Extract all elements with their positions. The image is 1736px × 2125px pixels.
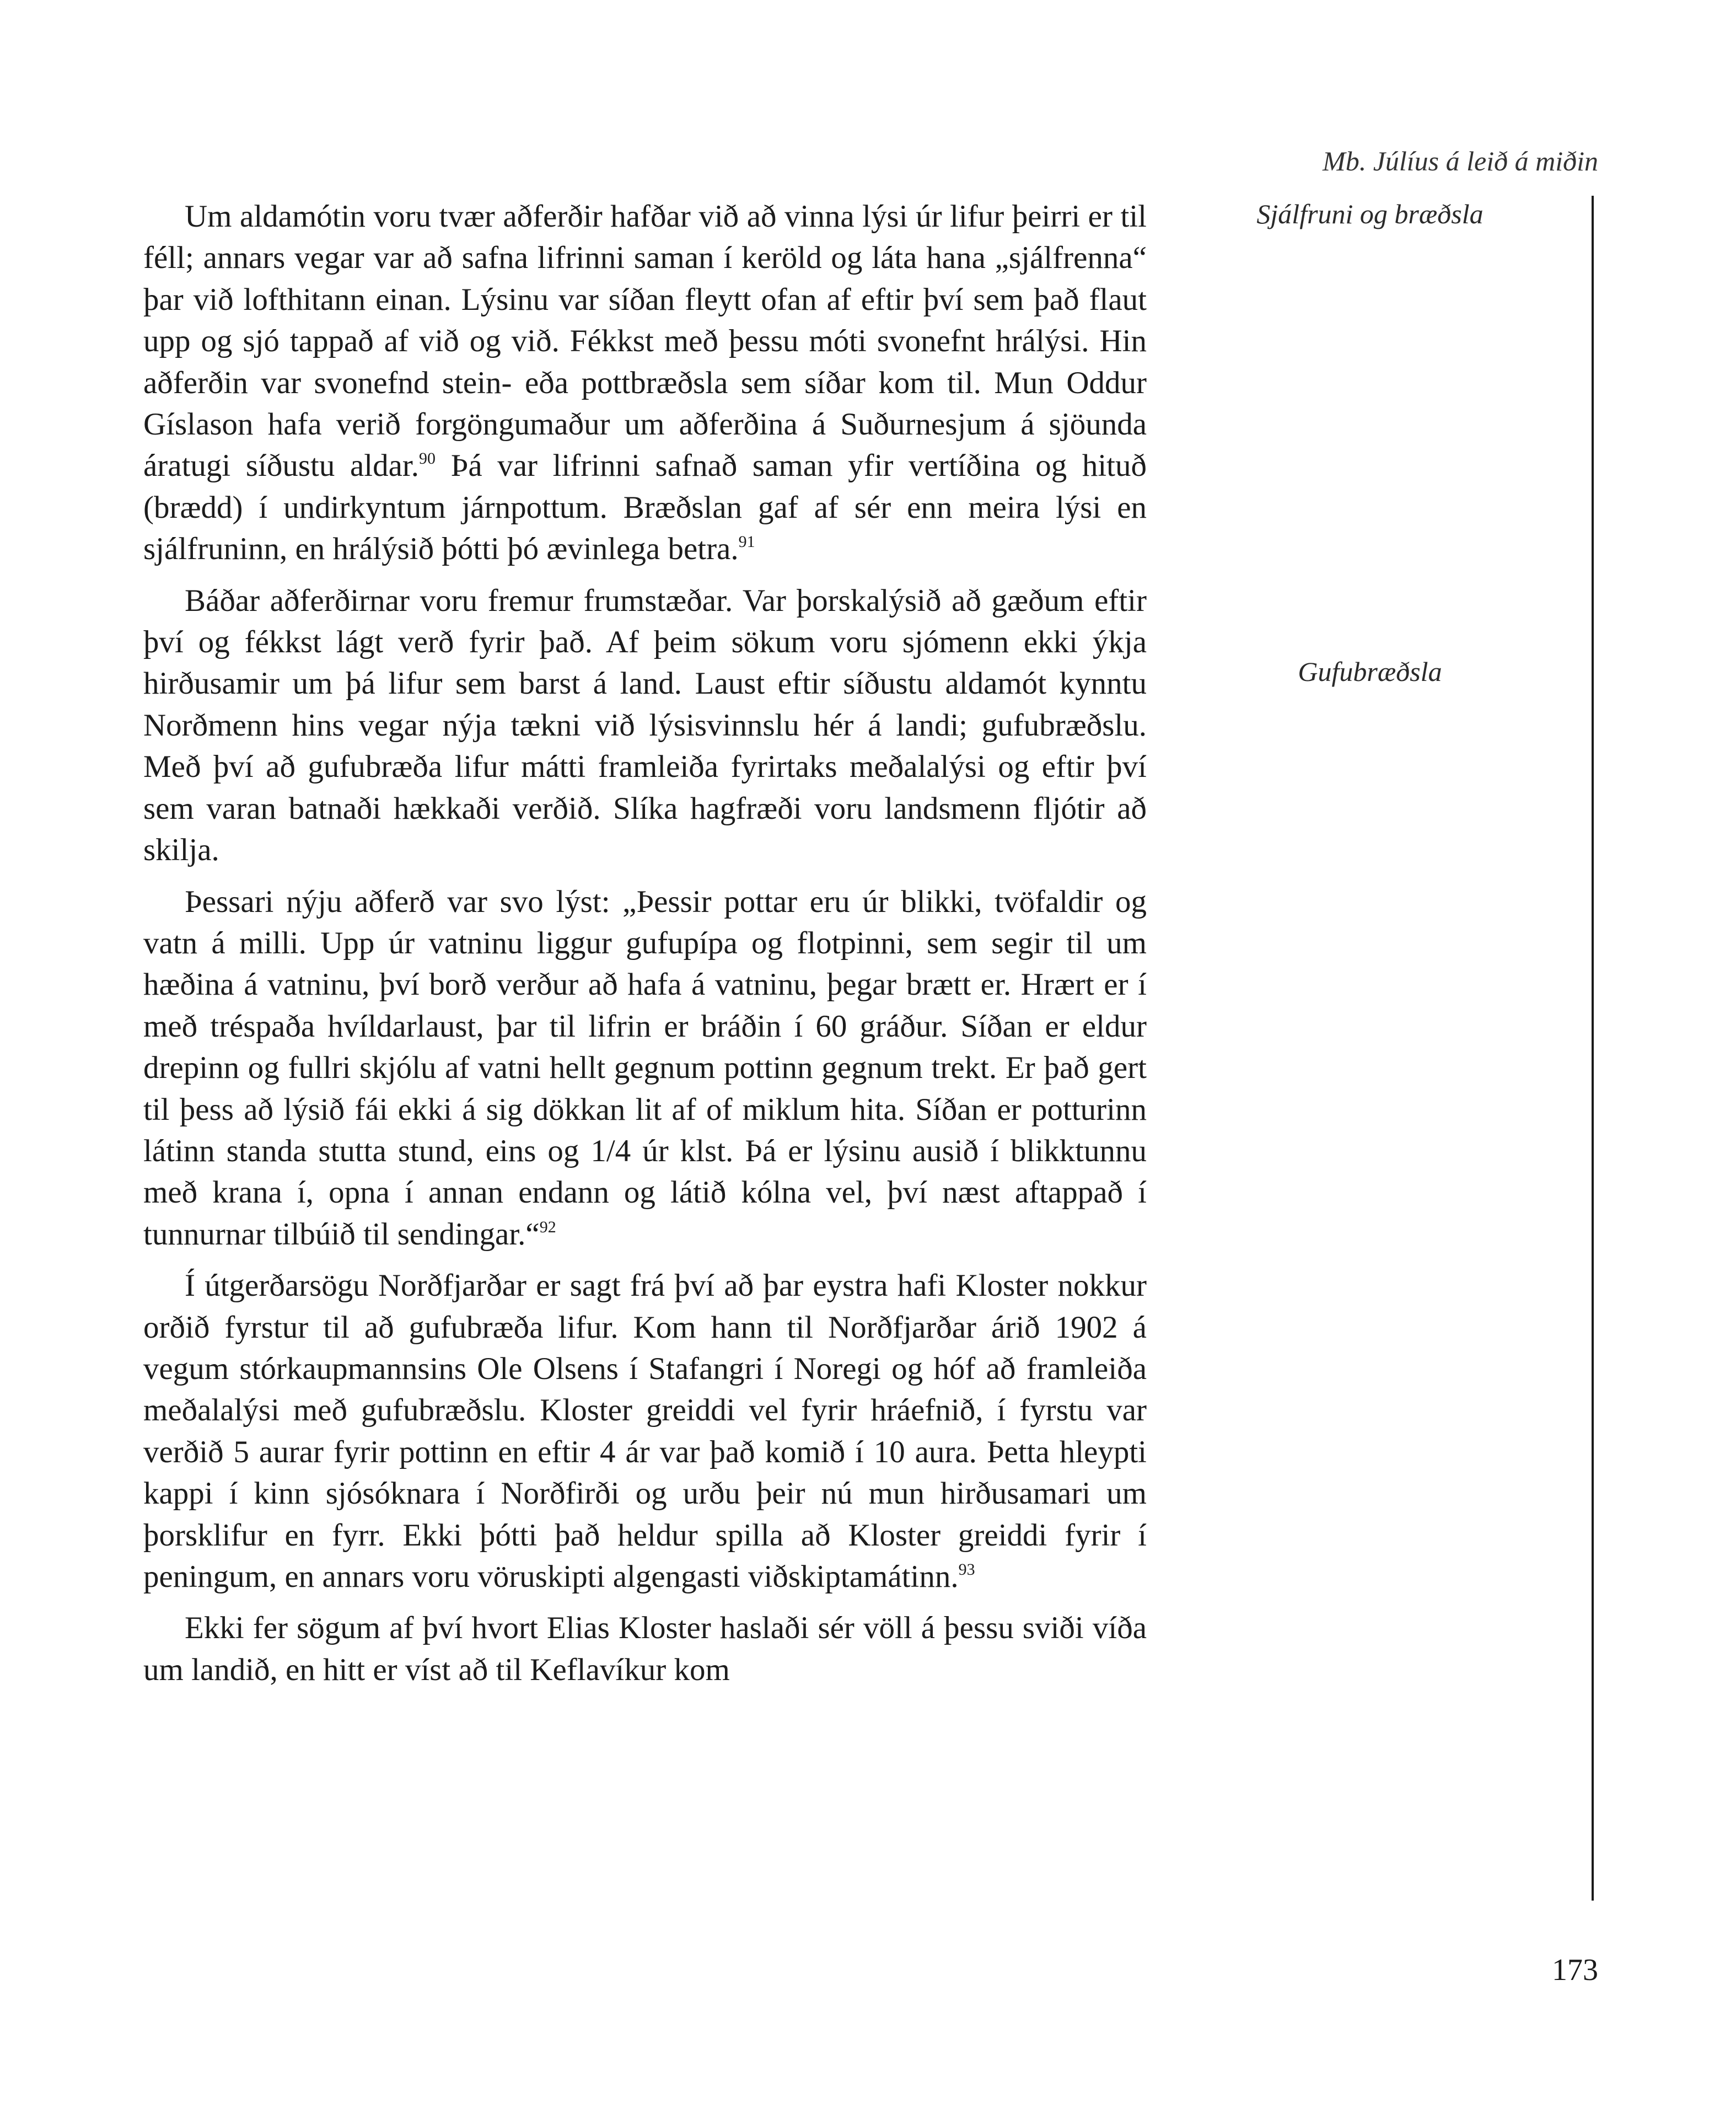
paragraph-4 <box>143 1265 1147 1597</box>
margin-note-sjalfruni: Sjálfruni og bræðsla <box>1256 198 1484 229</box>
paragraph-text: Í útgerðarsögu Norðfjarðar er sagt frá því að þar eystra hafi Kloster nokkur orðið fyrstur til að gufubræða lifur. Kom hann til Norðfjarðar árið 1902 á vegum stórkaupmannsins Ole Olsens í Stafangri í Noregi og hóf að framleiða meðalalýsi með gufubræðslu. Kloster greiddi vel fyrir hráefnið, í fyrstu var verðið 5 aurar fyrir pottinn en eftir 4 ár var það komið í 10 aura. Þetta hleypti kappi í kinn sjósóknara í Norðfirði og urðu þeir nú mun hirðusamari um þorsklifur en fyrr. Ekki þótti það heldur spilla að Kloster greiddi fyrir í peningum, en annars voru vöruskipti algengasti viðskiptamátinn. <box>143 1268 1147 1594</box>
footnote-marker: 90 <box>419 449 436 468</box>
paragraph-2 <box>143 580 1147 871</box>
footnote-marker: 91 <box>738 533 755 551</box>
paragraph-text: Um aldamótin voru tvær aðferðir hafðar við að vinna lýsi úr lifur þeirri er til féll; annars vegar var að safna lifrinni saman í keröld og láta hana „sjálfrenna“ þar við lofthitann einan. Lýsinu var síðan fleytt ofan af eftir því sem það flaut upp og sjó tappað af við og við. Fékkst með þessu móti svonefnt hrálýsi. Hin aðferðin var svonefnd stein- eða pottbræðsla sem síðar kom til. Mun Oddur Gíslason hafa verið forgöngumaður um aðferðina á Suðurnesjum á sjöunda áratugi síðustu aldar. <box>143 199 1147 484</box>
footnote-marker: 92 <box>539 1217 556 1236</box>
running-head: Mb. Júlíus á leið á miðin <box>1323 146 1598 176</box>
footnote-marker: 93 <box>958 1560 975 1579</box>
paragraph-3 <box>143 881 1147 1255</box>
margin-note-gufubraedsla: Gufubræðsla <box>1298 656 1442 687</box>
paragraph-5 <box>143 1607 1147 1691</box>
paragraph-text: Þá var lifrinni safnað saman yfir vertíðina og hituð (brædd) í undirkyntum járnpottum. Bræðslan gaf af sér enn meira lýsi en sjálfruninn, en hrálýsið þótti þó ævinlega betra. <box>143 448 1147 567</box>
paragraph-text: Báðar aðferðirnar voru fremur frumstæðar. Var þorskalýsið að gæðum eftir því og fékkst lágt verð fyrir það. Af þeim sökum voru sjómenn ekki ýkja hirðusamir um þá lifur sem barst á land. Laust eftir síðustu aldamót kynntu Norðmenn hins vegar nýja tækni við lýsisvinnslu hér á landi; gufubræðslu. Með því að gufubræða lifur mátti framleiða fyrirtaks meðalalýsi og eftir því sem varan batnaði hækkaði verðið. Slíka hagfræði voru landsmenn fljótir að skilja. <box>143 583 1147 868</box>
body-text <box>143 196 1147 1691</box>
paragraph-text: Ekki fer sögum af því hvort Elias Kloster haslaði sér völl á þessu sviði víða um landið, en hitt er víst að til Keflavíkur kom <box>143 1611 1147 1687</box>
paragraph-1 <box>143 196 1147 570</box>
paragraph-text: Þessari nýju aðferð var svo lýst: „Þessir pottar eru úr blikki, tvöfaldir og vatn á milli. Upp úr vatninu liggur gufupípa og flotpinni, sem segir til um hæðina á vatninu, því borð verður að hafa á vatninu, þegar brætt er. Hrært er í með tréspaða hvíldarlaust, þar til lifrin er bráðin í 60 gráður. Síðan er eldur drepinn og fullri skjólu af vatni hellt gegnum pottinn gegnum trekt. Er það gert til þess að lýsið fái ekki á sig dökkan lit af of miklum hita. Síðan er potturinn látinn standa stutta stund, eins og 1/4 úr klst. Þá er lýsinu ausið í blikktunnu með krana í, opna í annan endann og látið kólna vel, því næst aftappað í tunnurnar tilbúið til sendingar.“ <box>143 884 1147 1252</box>
margin-rule <box>1592 196 1594 1901</box>
page-number: 173 <box>1552 1953 1598 1987</box>
